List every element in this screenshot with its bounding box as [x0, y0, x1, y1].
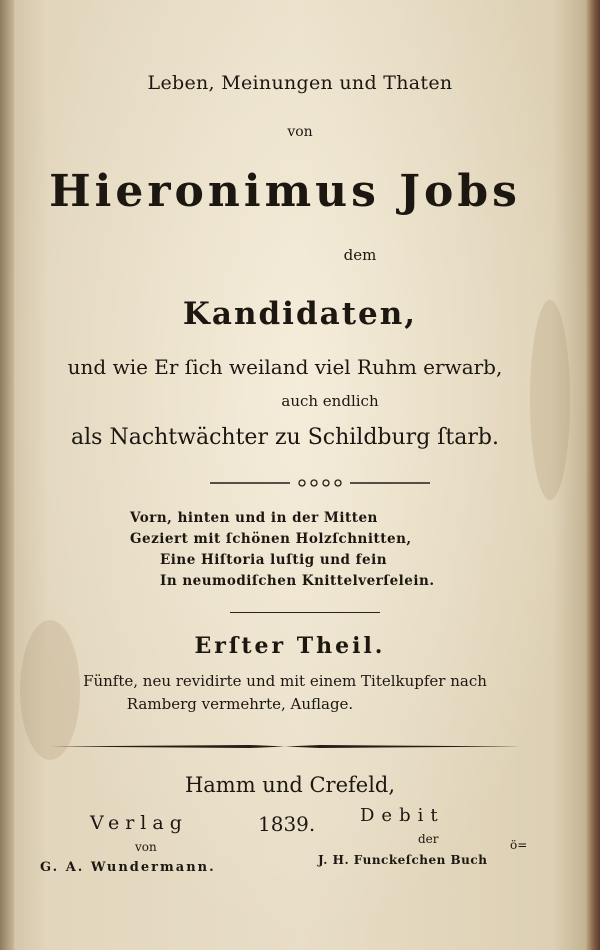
long-ornament-rule — [50, 744, 520, 749]
publisher-name: G. A. Wundermann. — [40, 860, 216, 875]
short-rule — [230, 612, 380, 613]
imprint-fragment: ö= — [510, 838, 528, 852]
volume-heading: Erſter Theil. — [194, 633, 386, 659]
von-line: von — [287, 124, 313, 140]
main-title: Hieronimus Jobs — [49, 166, 521, 217]
description-line-1: und wie Er ſich weiland viel Ruhm erwarb, — [67, 355, 503, 379]
verlag-label: Verlag — [90, 812, 188, 834]
imprint-der: der — [418, 832, 439, 846]
page-spine-edge — [0, 0, 14, 950]
debit-label: Debit — [360, 805, 445, 826]
verse-line: Eine Hiſtoria luſtig und fein — [160, 552, 388, 568]
dem-line: dem — [343, 246, 377, 264]
description-line-3: als Nachtwächter zu Schildburg ſtarb. — [71, 425, 499, 450]
edition-line-2: Ramberg vermehrte, Auflage. — [126, 695, 354, 713]
imprint-place: Hamm und Crefeld, — [184, 773, 396, 797]
kandidaten-line: Kandidaten, — [182, 296, 418, 332]
description-line-2: auch endlich — [281, 392, 379, 410]
verse-line: In neumodiſchen Knittelverſelein. — [160, 573, 435, 589]
subtitle-line: Leben, Meinungen und Thaten — [147, 72, 453, 94]
verse-line: Vorn, hinten und in der Mitten — [130, 510, 378, 526]
edition-line-1: Fünfte, neu revidirte und mit einem Titelkupfer nach — [83, 672, 487, 690]
imprint-von: von — [135, 840, 157, 854]
verse-line: Geziert mit ſchönen Holzſchnitten, — [130, 531, 412, 547]
page-right-edge — [586, 0, 600, 950]
ornament-divider — [210, 477, 430, 489]
distributor-name: J. H. Funckeſchen Buch — [318, 853, 488, 867]
publication-year: 1839. — [258, 812, 316, 836]
